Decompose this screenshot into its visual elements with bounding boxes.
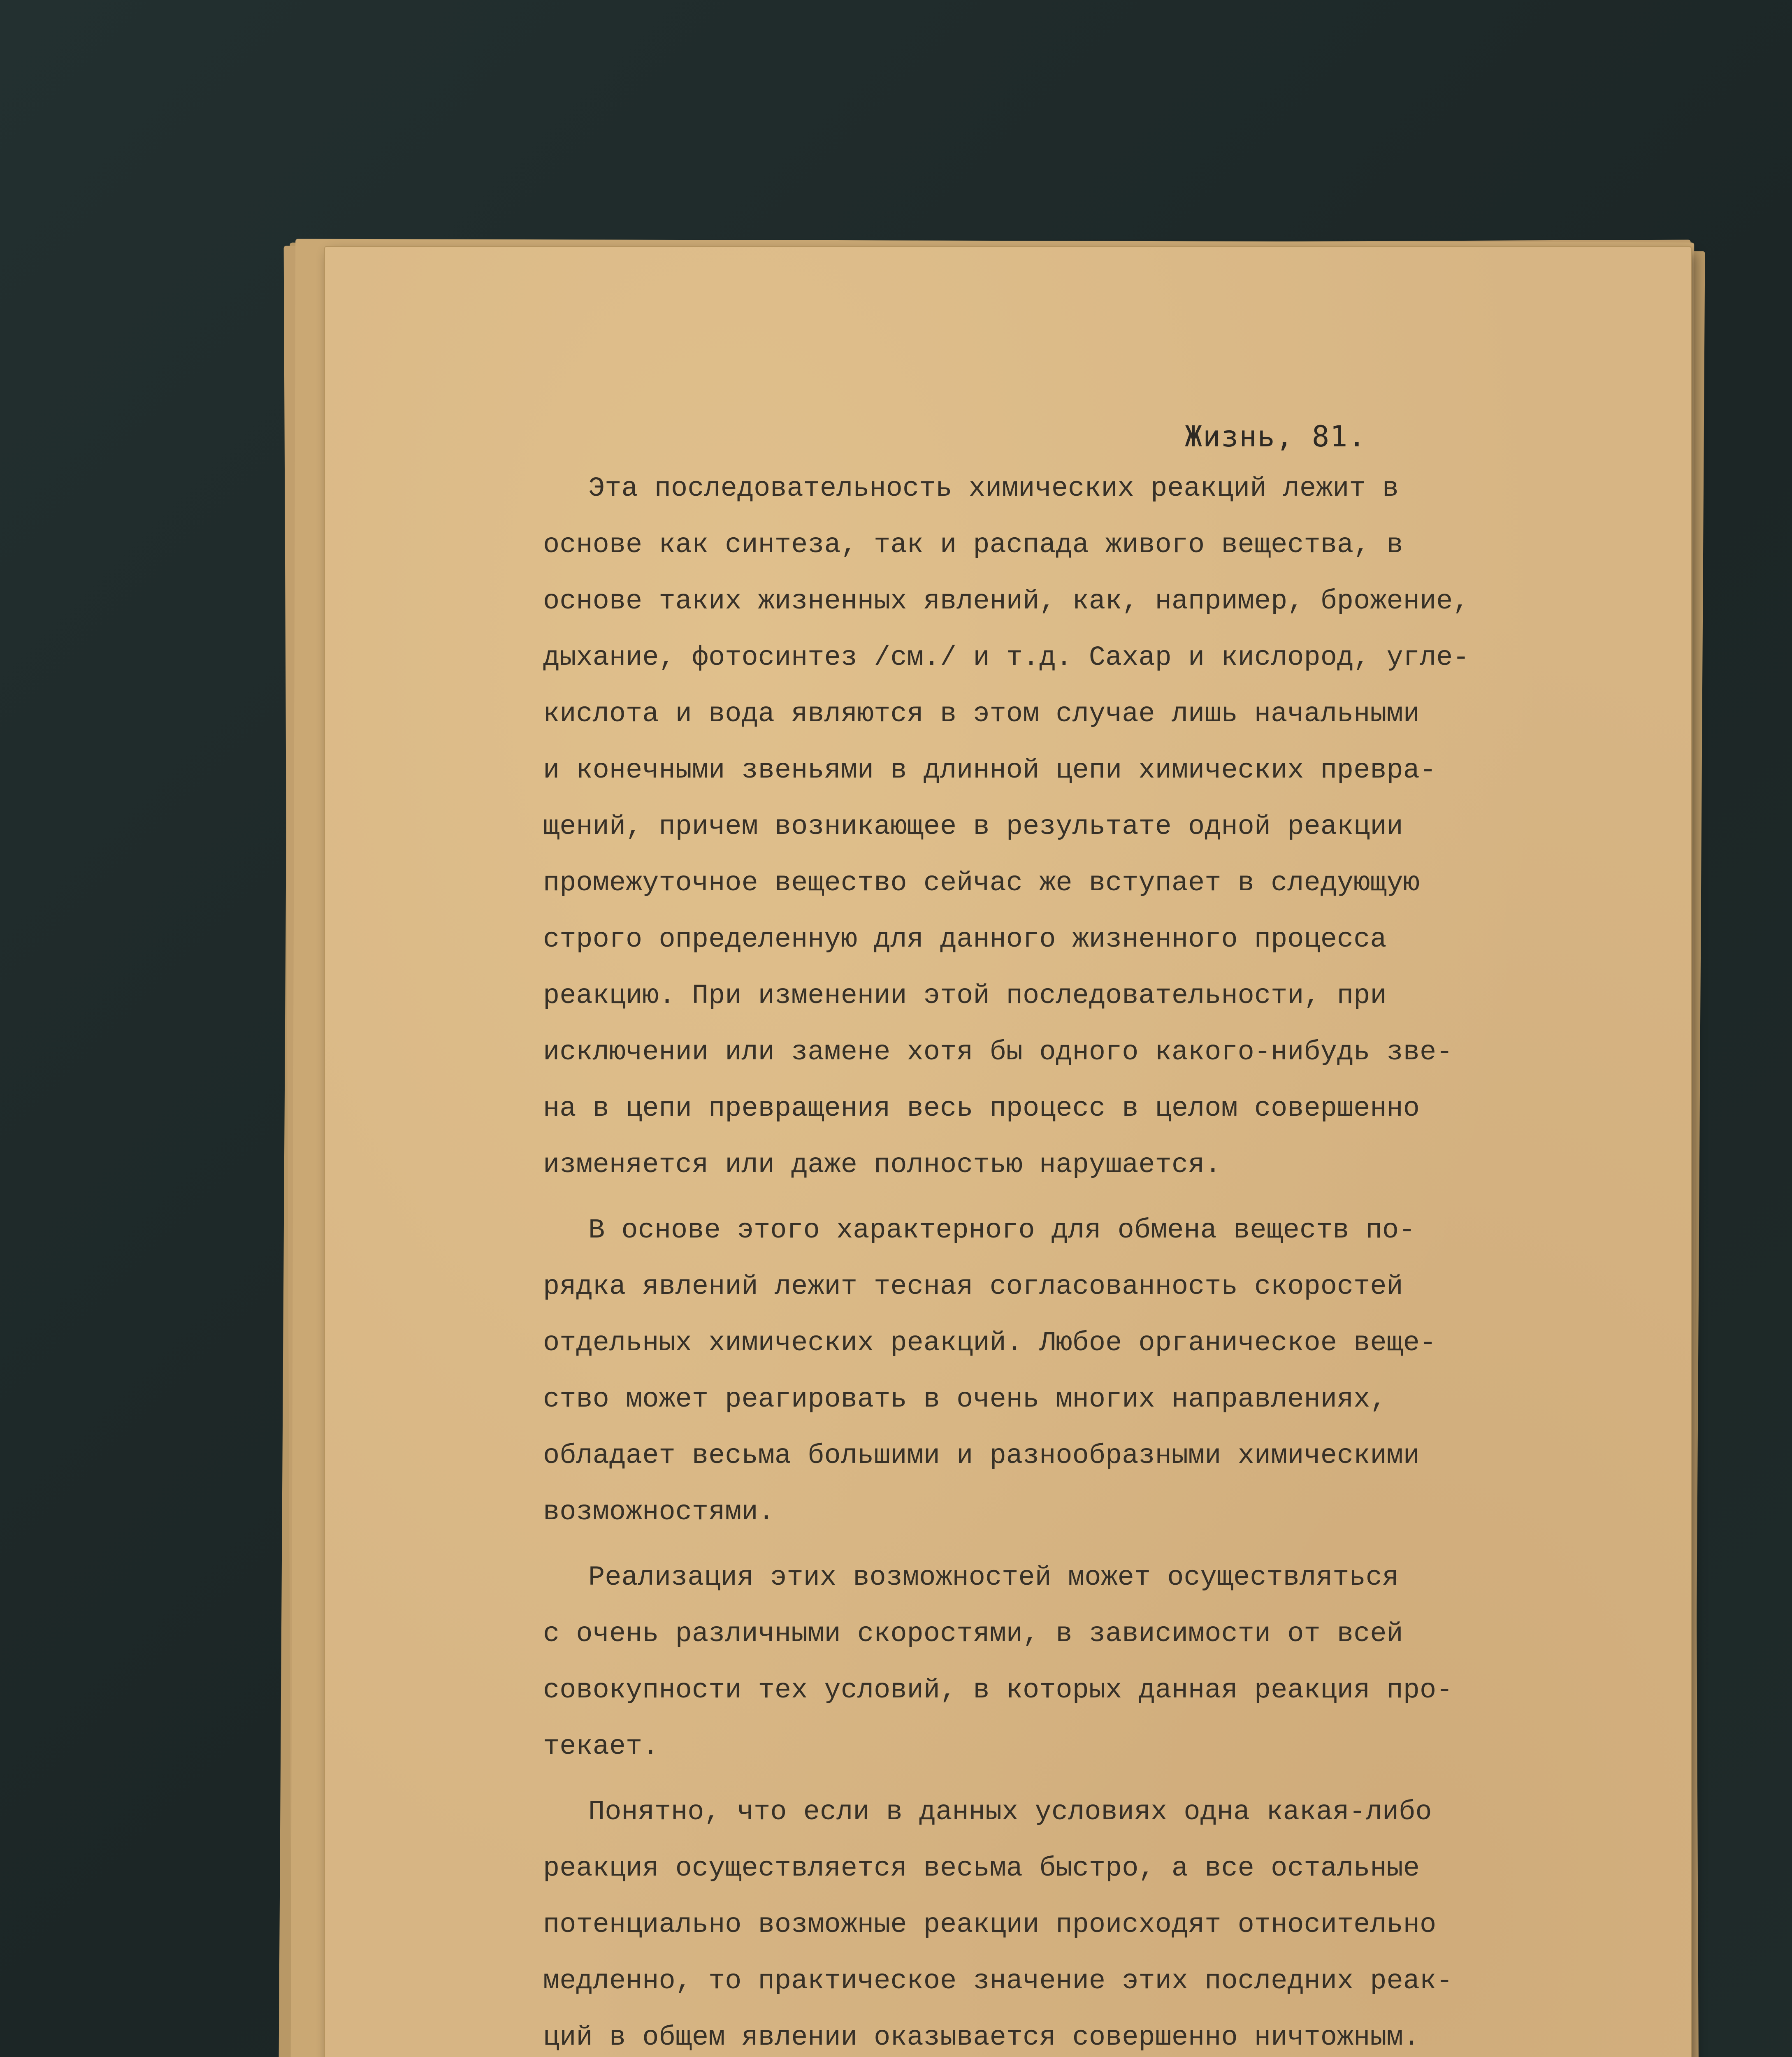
paragraph xyxy=(543,1784,1489,2057)
text-line: обладает весьма большими и разнообразными химическими xyxy=(543,1440,1420,1472)
text-line: Реализация этих возможностей может осуществляться xyxy=(588,1562,1399,1593)
text-line: В основе этого характерного для обмена веществ по- xyxy=(588,1215,1416,1246)
text-line: медленно, то практическое значение этих последних реак- xyxy=(543,1966,1453,1997)
text-line: рядка явлений лежит тесная согласованность скоростей xyxy=(543,1271,1403,1302)
text-line: изменяется или даже полностью нарушается. xyxy=(543,1149,1221,1181)
text-line: совокупности тех условий, в которых данная реакция про- xyxy=(543,1675,1453,1706)
text-line: щений, причем возникающее в результате одной реакции xyxy=(543,811,1403,843)
text-line: основе как синтеза, так и распада живого вещества, в xyxy=(543,529,1403,561)
text-line: на в цепи превращения весь процесс в целом совершенно xyxy=(543,1093,1420,1124)
text-line: реакцию. При изменении этой последовательности, при xyxy=(543,980,1387,1012)
paragraph xyxy=(543,1550,1489,1775)
text-line: ций в общем явлении оказывается совершенно ничтожным. xyxy=(543,2022,1420,2053)
text-line: текает. xyxy=(543,1731,659,1762)
text-line: Эта последовательность химических реакций лежит в xyxy=(588,473,1399,504)
text-line: с очень различными скоростями, в зависимости от всей xyxy=(543,1618,1403,1650)
text-line: кислота и вода являются в этом случае лишь начальными xyxy=(543,699,1420,730)
paragraph xyxy=(543,1203,1489,1541)
text-line: ство может реагировать в очень многих направлениях, xyxy=(543,1384,1387,1415)
text-line: потенциально возможные реакции происходят относительно xyxy=(543,1909,1437,1941)
text-line: реакция осуществляется весьма быстро, а все остальные xyxy=(543,1853,1420,1884)
text-line: промежуточное вещество сейчас же вступает в следующую xyxy=(543,868,1420,899)
text-line: строго определенную для данного жизненного процесса xyxy=(543,924,1387,955)
text-line: отдельных химических реакций. Любое органическое веще- xyxy=(543,1328,1437,1359)
paragraph-gap xyxy=(543,1775,1489,1784)
body-text xyxy=(543,461,1489,2057)
text-line: дыхание, фотосинтез /см./ и т.д. Сахар и кислород, угле- xyxy=(543,642,1469,673)
page-header-mark: Жизнь, 81. xyxy=(1185,420,1367,453)
text-line: возможностями. xyxy=(543,1497,775,1528)
text-line: исключении или замене хотя бы одного какого-нибудь зве- xyxy=(543,1037,1453,1068)
text-line: Понятно, что если в данных условиях одна какая-либо xyxy=(588,1797,1432,1828)
text-line: основе таких жизненных явлений, как, например, брожение, xyxy=(543,586,1469,617)
text-line: и конечными звеньями в длинной цепи химических превра- xyxy=(543,755,1437,786)
paragraph-gap xyxy=(543,1193,1489,1203)
paragraph xyxy=(543,461,1489,1193)
paragraph-gap xyxy=(543,1541,1489,1550)
